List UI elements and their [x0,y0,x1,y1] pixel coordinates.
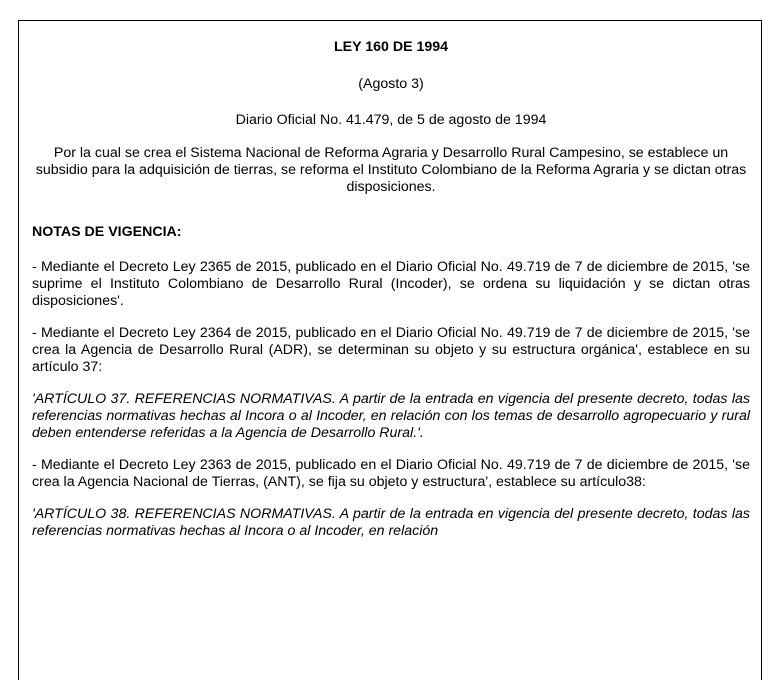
document-page [18,20,762,680]
official-gazette-line: Diario Oficial No. 41.479, de 5 de agosto de 1994 [235,112,547,128]
law-date: (Agosto 3) [358,76,424,92]
law-title: LEY 160 DE 1994 [333,39,449,55]
notes-heading: NOTAS DE VIGENCIA: [32,224,182,240]
validity-note: - Mediante el Decreto Ley 2363 de 2015, publicado en el Diario Oficial No. 49.719 de 7 de diciembre de 2015, 'se crea la Agencia Nacional de Tierras, (ANT), se fija su objeto y estructura', establece su artículo38: [32,457,750,490]
validity-note: - Mediante el Decreto Ley 2364 de 2015, publicado en el Diario Oficial No. 49.719 de 7 de diciembre de 2015, 'se crea la Agencia de Desarrollo Rural (ADR), se determinan su objeto y su estructura orgánica', establece en su artículo 37: [32,325,750,375]
validity-note: - Mediante el Decreto Ley 2365 de 2015, publicado en el Diario Oficial No. 49.719 de 7 de diciembre de 2015, 'se suprime el Instituto Colombiano de Desarrollo Rural (Incoder), se ordena su liquidación y se dictan otras disposiciones'. [32,259,750,309]
law-summary: Por la cual se crea el Sistema Nacional de Reforma Agraria y Desarrollo Rural Campesino, se establece un subsidio para la adquisición de tierras, se reforma el Instituto Colombiano de la Reforma Agraria y se dictan otras disposiciones. [35,145,747,195]
quoted-article: 'ARTÍCULO 38. REFERENCIAS NORMATIVAS. A partir de la entrada en vigencia del presente decreto, todas las referencias normativas hechas al Incora o al Incoder, en relación [32,506,750,539]
quoted-article: 'ARTÍCULO 37. REFERENCIAS NORMATIVAS. A partir de la entrada en vigencia del presente decreto, todas las referencias normativas hechas al Incora o al Incoder, en relación con los temas de desarrollo agropecuario y rural deben entenderse referidas a la Agencia de Desarrollo Rural.'. [32,391,750,441]
